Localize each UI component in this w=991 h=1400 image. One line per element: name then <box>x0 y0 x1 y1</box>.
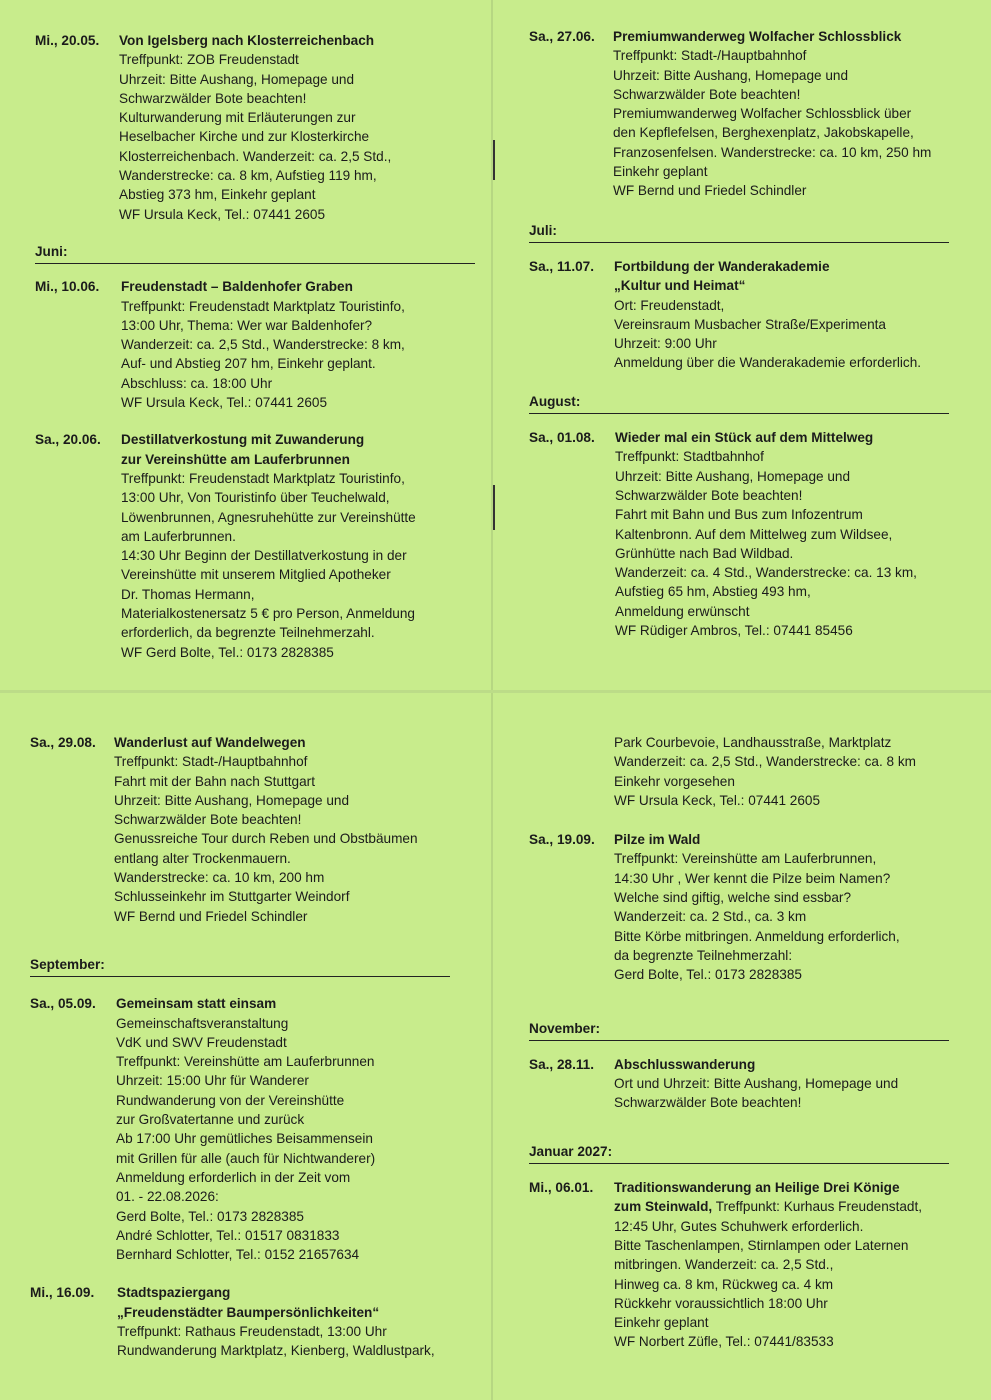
event-text-line: Ort und Uhrzeit: Bitte Aushang, Homepage und <box>614 1076 899 1092</box>
event-text-line: Wanderzeit: ca. 2,5 Std., Wanderstrecke: ca. 8 km <box>614 754 916 770</box>
event-details <box>615 428 949 640</box>
event-text-line: Kulturwanderung mit Erläuterungen zur <box>119 110 356 126</box>
event-text-line: Abstieg 373 hm, Einkehr geplant <box>119 187 316 203</box>
event-text-line: mit Grillen für alle (auch für Nichtwanderer) <box>116 1150 376 1166</box>
event-text-line: Bitte Körbe mitbringen. Anmeldung erforderlich, <box>614 928 900 944</box>
vertical-fold <box>491 0 493 1400</box>
event-text-line: Treffpunkt: Freudenstadt Marktplatz Touristinfo, <box>121 298 405 314</box>
event-text-line: Wanderstrecke: ca. 10 km, 200 hm <box>114 870 325 886</box>
event-text-line: Park Courbevoie, Landhausstraße, Marktplatz <box>614 735 892 750</box>
event-text-line: Premiumwanderweg Wolfacher Schlossblick über <box>613 106 912 122</box>
event-text-line: Vereinshütte mit unserem Mitglied Apotheker <box>121 567 391 583</box>
event-text-line: 14:30 Uhr Beginn der Destillatverkostung in der <box>121 548 407 564</box>
event-date: Sa., 19.09. <box>529 832 595 848</box>
event-text-line: Treffpunkt: Freudenstadt Marktplatz Touristinfo, <box>121 470 405 486</box>
event-text-line: Treffpunkt: Kurhaus Freudenstadt, <box>712 1199 923 1215</box>
event-text-line: Einkehr geplant <box>613 164 708 180</box>
month-heading-november: November: <box>529 1019 949 1041</box>
event-text-line: Treffpunkt: Vereinshütte am Lauferbrunnen <box>116 1054 375 1070</box>
event-text-line: Rundwanderung Marktplatz, Kienberg, Waldlustpark, <box>117 1343 435 1359</box>
event-date: Sa., 01.08. <box>529 430 595 446</box>
event-text-line: Gerd Bolte, Tel.: 0173 2828385 <box>614 967 802 983</box>
event-title: Wieder mal ein Stück auf dem Mittelweg <box>615 430 874 446</box>
event-details <box>121 430 475 662</box>
event-text-line: Treffpunkt: Vereinshütte am Lauferbrunnen, <box>614 851 877 867</box>
staple-mark <box>493 485 495 530</box>
event-text-line: Genussreiche Tour durch Reben und Obstbäumen <box>114 831 418 847</box>
event-text-line: Uhrzeit: 9:00 Uhr <box>614 336 717 352</box>
event-text-line: 13:00 Uhr, Thema: Wer war Baldenhofer? <box>121 317 373 333</box>
event-text-line: mitbringen. Wanderzeit: ca. 2,5 Std., <box>614 1257 834 1273</box>
event-date: Sa., 27.06. <box>529 29 595 44</box>
event-2706 <box>529 27 949 201</box>
event-text-line: Wanderzeit: ca. 2,5 Std., Wanderstrecke: 8 km, <box>121 337 405 353</box>
event-details <box>121 277 475 412</box>
event-text-line: Aufstieg 65 hm, Abstieg 493 hm, <box>615 584 811 600</box>
event-date: Sa., 05.09. <box>30 996 96 1012</box>
event-text-line: Materialkostenersatz 5 € pro Person, Anmeldung <box>121 606 415 622</box>
event-text-line: Abschluss: ca. 18:00 Uhr <box>121 375 273 391</box>
event-title: Freudenstadt – Baldenhofer Graben <box>121 279 353 295</box>
event-date: Sa., 29.08. <box>30 735 96 750</box>
event-text-line: Uhrzeit: Bitte Aushang, Homepage und <box>114 792 350 808</box>
event-title: Premiumwanderweg Wolfacher Schlossblick <box>613 29 902 44</box>
event-details <box>119 31 475 224</box>
event-2908 <box>30 733 450 926</box>
event-2006 <box>35 430 475 662</box>
event-text-line: Schwarzwälder Bote beachten! <box>614 1095 802 1111</box>
event-text-line: VdK und SWV Freudenstadt <box>116 1034 287 1050</box>
event-1909 <box>529 830 949 984</box>
event-text-line: Treffpunkt: Stadt-/Hauptbahnhof <box>613 48 807 64</box>
event-date: Mi., 20.05. <box>35 33 100 48</box>
month-heading-juni: Juni: <box>35 242 475 264</box>
event-details <box>613 27 949 201</box>
month-heading-juli: Juli: <box>529 221 949 243</box>
event-list-page4 <box>529 733 949 1352</box>
event-text-line: entlang alter Trockenmauern. <box>114 850 291 866</box>
event-text-line: zur Großvatertanne und zurück <box>116 1112 305 1128</box>
event-title: Abschlusswanderung <box>614 1056 756 1072</box>
event-text-line: Treffpunkt: Stadtbahnhof <box>615 449 764 465</box>
event-2811 <box>529 1055 949 1113</box>
event-title-line <box>614 1197 949 1216</box>
event-text-line: Uhrzeit: 15:00 Uhr für Wanderer <box>116 1073 309 1089</box>
event-text-line: WF Gerd Bolte, Tel.: 0173 2828385 <box>121 644 334 660</box>
event-date: Mi., 10.06. <box>35 279 100 295</box>
event-1107 <box>529 257 949 373</box>
month-heading-august: August: <box>529 392 949 414</box>
event-text-line: Bitte Taschenlampen, Stirnlampen oder Laternen <box>614 1237 909 1253</box>
event-text-line: Fahrt mit Bahn und Bus zum Infozentrum <box>615 507 863 523</box>
event-text-line: Uhrzeit: Bitte Aushang, Homepage und <box>119 71 355 87</box>
event-text-line: Schwarzwälder Bote beachten! <box>119 90 307 106</box>
event-text-line: Treffpunkt: ZOB Freudenstadt <box>119 52 299 68</box>
event-title: zur Vereinshütte am Lauferbrunnen <box>121 451 350 467</box>
event-text-line: Schlusseinkehr im Stuttgarter Weindorf <box>114 889 350 905</box>
event-title: Wanderlust auf Wandelwegen <box>114 735 306 750</box>
event-text-line: Bernhard Schlotter, Tel.: 0152 21657634 <box>116 1247 360 1263</box>
event-text-line: 01. - 22.08.2026: <box>116 1189 219 1205</box>
event-text-line: 12:45 Uhr, Gutes Schuhwerk erforderlich. <box>614 1218 864 1234</box>
event-text-line: Klosterreichenbach. Wanderzeit: ca. 2,5 Std., <box>119 148 392 164</box>
event-details <box>614 830 949 984</box>
event-title: Pilze im Wald <box>614 832 701 848</box>
staple-mark <box>493 140 495 180</box>
event-text-line: Wanderzeit: ca. 4 Std., Wanderstrecke: ca. 13 km, <box>615 565 917 581</box>
event-text-line: da begrenzte Teilnehmerzahl: <box>614 947 793 963</box>
event-text-line: 14:30 Uhr , Wer kennt die Pilze beim Namen? <box>614 870 891 886</box>
event-text-line: Hinweg ca. 8 km, Rückweg ca. 4 km <box>614 1276 834 1292</box>
event-date: Mi., 06.01. <box>529 1180 594 1196</box>
event-date: Sa., 20.06. <box>35 432 101 448</box>
event-text-line: Einkehr geplant <box>614 1315 709 1331</box>
event-text-line: Ort: Freudenstadt, <box>614 297 725 313</box>
event-list-page3 <box>30 733 450 1361</box>
event-text-line: Auf- und Abstieg 207 hm, Einkehr geplant. <box>121 356 376 372</box>
event-title: „Freudenstädter Baumpersönlichkeiten“ <box>117 1304 380 1320</box>
event-text-line: Rückkehr voraussichtlich 18:00 Uhr <box>614 1295 828 1311</box>
event-text-line: Uhrzeit: Bitte Aushang, Homepage und <box>613 67 849 83</box>
event-text-line: erforderlich, da begrenzte Teilnehmerzahl. <box>121 625 375 641</box>
event-text-line: WF Rüdiger Ambros, Tel.: 07441 85456 <box>615 623 853 639</box>
event-text-line: am Lauferbrunnen. <box>121 528 236 544</box>
event-text-line: Heselbacher Kirche und zur Klosterkirche <box>119 129 370 145</box>
event-title: „Kultur und Heimat“ <box>614 278 746 294</box>
month-heading-september: September: <box>30 955 450 977</box>
event-text-line: Treffpunkt: Rathaus Freudenstadt, 13:00 Uhr <box>117 1324 387 1340</box>
event-text-line: den Kepflefelsen, Berghexenplatz, Jakobskapelle, <box>613 125 914 141</box>
event-text-line: Gemeinschaftsveranstaltung <box>116 1015 289 1031</box>
event-text-line: Wanderzeit: ca. 2 Std., ca. 3 km <box>614 909 807 925</box>
month-heading-januar-2027: Januar 2027: <box>529 1142 949 1164</box>
event-text-line: Kaltenbronn. Auf dem Mittelweg zum Wildsee, <box>615 526 893 542</box>
event-details <box>614 1055 949 1113</box>
event-details <box>614 257 949 373</box>
event-text-line: Franzosenfelsen. Wanderstrecke: ca. 10 km, 250 hm <box>613 144 932 160</box>
event-text-line: WF Bernd und Friedel Schindler <box>613 183 807 199</box>
event-0509 <box>30 994 450 1264</box>
event-title: Destillatverkostung mit Zuwanderung <box>121 432 365 448</box>
event-text-line: Wanderstrecke: ca. 8 km, Aufstieg 119 hm, <box>119 168 377 184</box>
event-text-line: Schwarzwälder Bote beachten! <box>613 86 801 102</box>
event-text-line: Anmeldung erforderlich in der Zeit vom <box>116 1169 351 1185</box>
event-details <box>116 994 450 1264</box>
event-text-line: Einkehr vorgesehen <box>614 773 735 789</box>
event-text-line: Ab 17:00 Uhr gemütliches Beisammensein <box>116 1131 373 1147</box>
event-date: Mi., 16.09. <box>30 1285 95 1301</box>
event-text-line: Grünhütte nach Bad Wildbad. <box>615 545 794 561</box>
event-text-line: Löwenbrunnen, Agnesruhehütte zur Vereinshütte <box>121 509 416 525</box>
event-text-line: Gerd Bolte, Tel.: 0173 2828385 <box>116 1208 304 1224</box>
event-text-line: 13:00 Uhr, Von Touristinfo über Teuchelwald, <box>121 490 390 506</box>
event-1609-continued <box>529 733 949 810</box>
event-list-page2 <box>529 27 949 640</box>
event-date: Sa., 28.11. <box>529 1056 595 1072</box>
event-details <box>117 1283 450 1360</box>
event-text-line: Schwarzwälder Bote beachten! <box>615 487 803 503</box>
event-text-line: Rundwanderung von der Vereinshütte <box>116 1092 345 1108</box>
event-1609 <box>30 1283 450 1360</box>
event-list-page1 <box>35 31 475 662</box>
event-text-line: Dr. Thomas Hermann, <box>121 586 255 602</box>
event-text-line: WF Ursula Keck, Tel.: 07441 2605 <box>121 395 328 411</box>
event-date: Sa., 11.07. <box>529 258 595 274</box>
event-2005 <box>35 31 475 224</box>
event-title: Von Igelsberg nach Klosterreichenbach <box>119 33 375 48</box>
event-title: Fortbildung der Wanderakademie <box>614 258 830 274</box>
event-text-line: WF Bernd und Friedel Schindler <box>114 908 308 924</box>
event-text-line: Treffpunkt: Stadt-/Hauptbahnhof <box>114 754 308 770</box>
event-text-line: Anmeldung über die Wanderakademie erforderlich. <box>614 355 922 371</box>
event-1006 <box>35 277 475 412</box>
event-text-line: Vereinsraum Musbacher Straße/Experimenta <box>614 316 886 332</box>
event-title: Stadtspaziergang <box>117 1285 231 1301</box>
event-text-line: Fahrt mit der Bahn nach Stuttgart <box>114 773 315 789</box>
event-title: Gemeinsam statt einsam <box>116 996 277 1012</box>
event-text-line: André Schlotter, Tel.: 01517 0831833 <box>116 1227 340 1243</box>
event-text-line: Uhrzeit: Bitte Aushang, Homepage und <box>615 468 851 484</box>
event-title: zum Steinwald, <box>614 1199 713 1215</box>
event-title: Traditionswanderung an Heilige Drei Könige <box>614 1180 900 1196</box>
event-0601 <box>529 1178 949 1352</box>
event-text-line: Anmeldung erwünscht <box>615 603 750 619</box>
horizontal-fold <box>0 690 991 693</box>
event-0108 <box>529 428 949 640</box>
event-text-line: WF Ursula Keck, Tel.: 07441 2605 <box>119 206 326 222</box>
event-text-line: Schwarzwälder Bote beachten! <box>114 812 302 828</box>
event-text-line: WF Ursula Keck, Tel.: 07441 2605 <box>614 792 821 808</box>
event-text-line: Welche sind giftig, welche sind essbar? <box>614 890 852 906</box>
event-details <box>114 733 450 926</box>
event-details <box>614 1178 949 1352</box>
event-text-line: WF Norbert Züfle, Tel.: 07441/83533 <box>614 1334 834 1350</box>
